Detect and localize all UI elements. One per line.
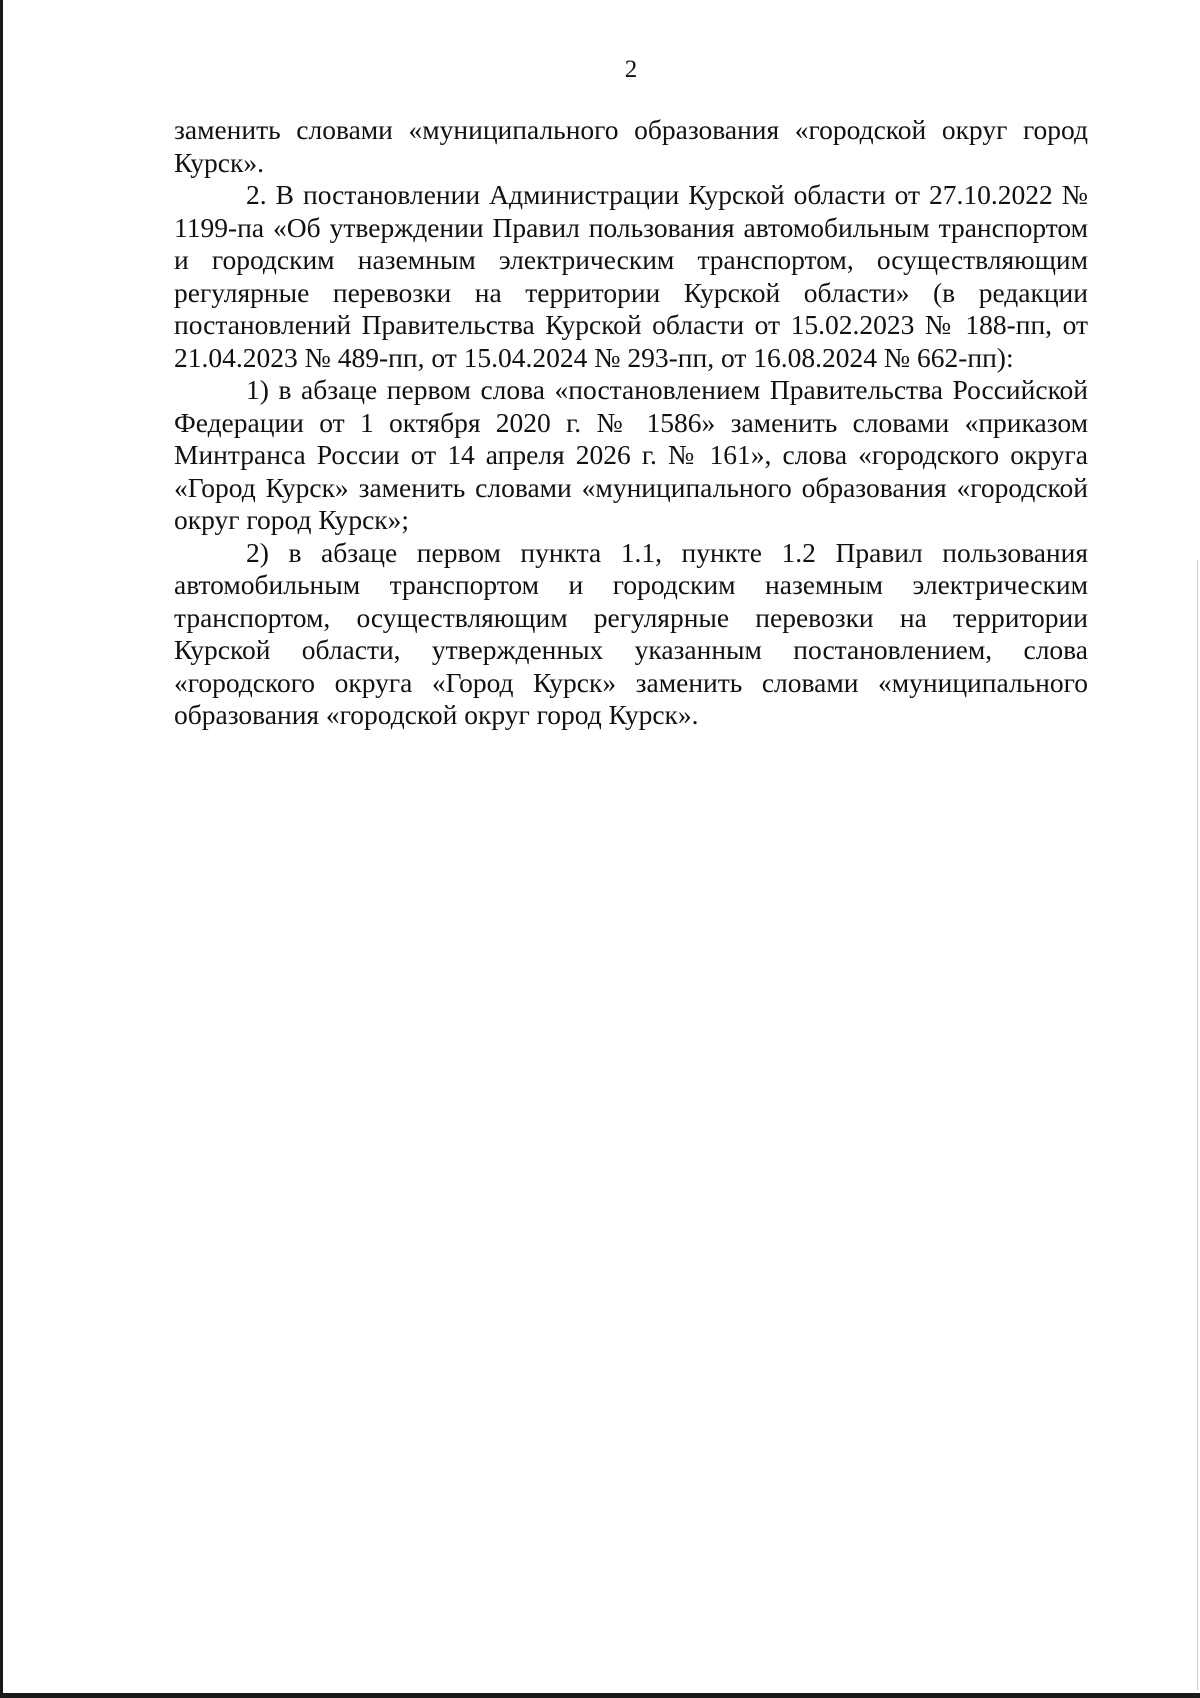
document-body [174,114,1088,732]
scan-edge-left [0,0,3,1698]
page-number: 2 [624,56,638,83]
scan-edge-bottom [0,1693,1200,1698]
paragraph-subitem-1: 1) в абзаце первом слова «постановлением Правительства Российской Федерации от 1 октября 2020 г. № 1586» заменить словами «приказом Минтранса России от 14 апреля 2026 г. № 161», слова «городского округа «Город Курск» заменить словами «муниципального образования «городской округ город Курск»; [174,374,1088,535]
paragraph-item-2: 2. В постановлении Администрации Курской области от 27.10.2022 № 1199-па «Об утверждении Правил пользования автомобильным транспортом и городским наземным электрическим транспортом, осуществляющим регулярные перевозки на территории Курской области» (в редакции постановлений Правительства Курской области от 15.02.2023 № 188-пп, от 21.04.2023 № 489-пп, от 15.04.2024 № 293-пп, от 16.08.2024 № 662-пп): [174,179,1088,373]
paragraph-continuation: заменить словами «муниципального образования «городской округ город Курск». [174,114,1088,178]
scan-edge-right [1197,560,1198,1690]
paragraph-subitem-2: 2) в абзаце первом пункта 1.1, пункте 1.2 Правил пользования автомобильным транспортом и городским наземным электрическим транспортом, осуществляющим регулярные перевозки на территории Курской области, утвержденных указанным постановлением, слова «городского округа «Город Курск» заменить словами «муниципального образования «городской округ город Курск». [174,536,1088,730]
